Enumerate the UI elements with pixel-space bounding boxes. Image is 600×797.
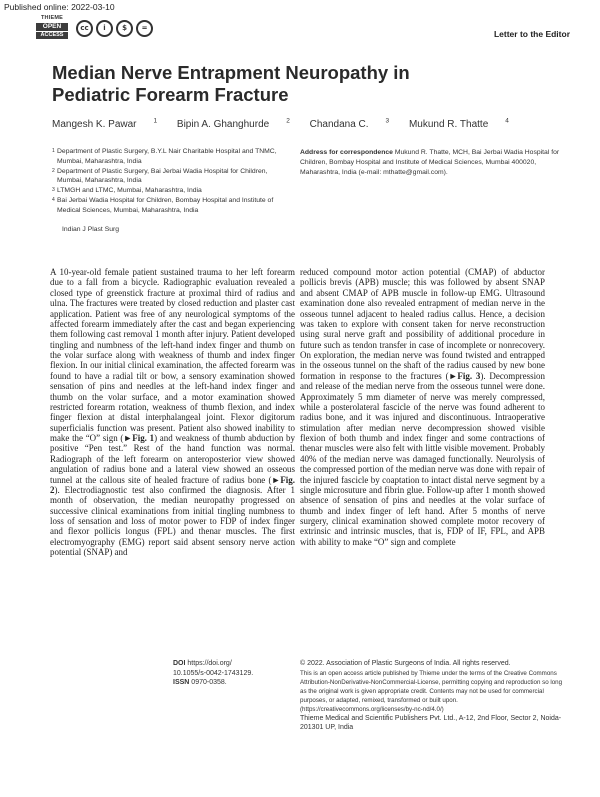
body-column-right: reduced compound motor action potential (CMAP) of abductor pollicis brevis (APB) muscle; this was followed by absent SNAP and absent CMAP of APB muscle in follow-up EMG. Ultrasound examination done also revealed entrapment of median nerve in the osseous tunnel adjacent to healed radius callus. Hence, a decision was taken to explore with consent taken for nerve reconstruction using sural nerve graft and possibility of additional procedure in future such as tendon transfer in case of incomplete or nonrecovery. On exploration, the median nerve was found twisted and entrapped in the osseous tunnel on the shaft of the radius caused by new bone formation in response to the fractures (►Fig. 3). Decompression and release of the median nerve from the osseous tunnel were done. Approximately 5 mm diameter of nerve was merely compressed, while a posterolateral fascicle of the nerve was found adherent to radius bone, and it was injured and discontinuous. Intraoperative stimulation after median nerve decompression showed visible flexion of both thumb and index finger and some contractions of thenar muscles were also felt with little visible movement. Probably 40% of the median nerve was damaged functionally. Neurolysis of the compressed portion of the median nerve was done with repair of the injured fascicle by coaptation to intact distal nerve segment by a single microsuture and fibrin glue. Follow-up after 1 month showed absence of sensation of pins and needles at the volar surface of thumb and index finger of left hand. After 5 months of nerve surgery, clinical examination showed complete motor recovery of extrinsic and intrinsic muscles, that is, FDP of IF, FPL, and APB with ability to make “O” sign and complete (300, 267, 545, 547)
author: Bipin A. Ghanghurde $^2$ (176, 118, 290, 131)
article-title: Median Nerve Entrapment Neuropathy in Pediatric Forearm Fracture (52, 62, 410, 105)
copyright-block (300, 659, 565, 733)
published-date: Published online: 2022-03-10 (4, 2, 115, 12)
figure-ref-link[interactable]: ►Fig. 1 (123, 433, 155, 443)
correspondence-label: Address for correspondence (300, 149, 393, 156)
copyright-line: © 2022. Association of Plastic Surgeons of India. All rights reserved. (300, 660, 511, 667)
author: Mangesh K. Pawar $^1$ (52, 118, 158, 131)
figure-ref-link[interactable]: ►Fig. 2 (50, 474, 295, 495)
document-type: Letter to the Editor (493, 29, 570, 39)
affiliation: 1 Department of Plastic Surgery, B.Y.L Nair Charitable Hospital and TNMC, Mumbai, Maharashtra, India (52, 148, 277, 165)
cc-icon: cc (76, 20, 93, 37)
journal-name: Indian J Plast Surg (62, 226, 120, 233)
author: Chandana C. $^3$ (309, 118, 390, 131)
figure-ref-link[interactable]: ►Fig. 3 (448, 370, 481, 381)
doi-block: DOI https://doi.org/ 10.1055/s-0042-1743129. ISSN 0970-0358. (173, 660, 254, 686)
license-icons (76, 18, 153, 38)
logo-mid-text: OPEN (36, 23, 68, 31)
author: Mukund R. Thatte $^4$ (408, 118, 509, 131)
affiliation: 4 Bai Jerbai Wadia Hospital for Children, Bombay Hospital and Institute of Medical Sciences, Mumbai, Maharashtra, India (52, 196, 274, 214)
correspondence-text: Mukund R. Thatte, MCH, Bai Jerbai Wadia Hospital for Children, Bombay Hospital and Institute of Medical Sciences, Mumbai 400020, Maharashtra, India (e-mail: mthatte@gmail.com). (300, 149, 560, 176)
logo-bottom-text: ACCESS (36, 31, 68, 39)
publisher-address: Thieme Medical and Scientific Publishers Pvt. Ltd., A-12, 2nd Floor, Sector 2, Noida-201301 UP, India (300, 714, 562, 732)
author-list (52, 118, 526, 130)
nc-icon: $ (116, 20, 133, 37)
affiliation: 3 LTMGH and LTMC, Mumbai, Maharashtra, India (52, 187, 202, 195)
nd-icon: = (136, 20, 153, 37)
logo-top-text: THIEME (41, 15, 63, 21)
affiliations (52, 147, 287, 216)
correspondence (300, 148, 560, 177)
doi-link[interactable]: https://doi.org/ (187, 660, 232, 667)
license-text: This is an open access article published by Thieme under the terms of the Creative Commons Attribution-NonDerivative-NonCommercial-License, permitting copying and reproduction so long as the original work is given appropriate credit. Contents may not be used for commercial purposes, or adapted, remixed, transformed or built upon. (https://creativecommons.org/licenses/by-nc-nd/4.0/) (300, 669, 563, 713)
affiliation: 2 Department of Plastic Surgery, Bai Jerbai Wadia Hospital for Children, Mumbai, Maharashtra, India (52, 167, 268, 185)
thieme-open-access-logo (36, 15, 68, 43)
body-column-left: A 10-year-old female patient sustained trauma to her left forearm due to a fall from a bicycle. Radiographic evaluation revealed a closed type of greenstick fracture at proximal third of radius and ulna. The fractures were treated by closed reduction and plaster cast application. Patient was free of any neurological symptoms of the affected forearm immediately after the cast and began experiencing them following cast removal 1 month after injury. Patient developed tingling and numbness of the left-hand index finger and thumb on the volar surface along with weakness of thumb and index finger flexion. In our initial clinical examination, the affected forearm was found to have a radial tilt or bow, a sensory examination showed sensation of pins and needles at the left-hand index finger and thumb on the volar surface, and a motor examination showed restricted forearm rotation, weakness of thumb flexion, and index finger flexion at distal interphalangeal joint. Flexor digitorum superficialis function was present. Patient also showed inability to make the “O” sign (►Fig. 1) and weakness of thumb abduction by positive “Pen test.” Rest of the hand function was normal. Radiograph of the left forearm on anteroposterior view showed angulation of radius bone and a lateral view showed an osseous tunnel at the callous site of healed fracture of radius bone (►Fig. 2). Electrodiagnostic test also confirmed the diagnosis. After 1 month of observation, the median neuropathy progressed on successive clinical examinations from initial tingling numbness to loss of sensation and loss of motor power to FDP of index finger and flexor pollicis longus (FPL) and thenar muscles. The first electromyography (EMG) report said absent sensory nerve action potential (SNAP) and (50, 267, 295, 558)
by-icon: i (96, 20, 113, 37)
